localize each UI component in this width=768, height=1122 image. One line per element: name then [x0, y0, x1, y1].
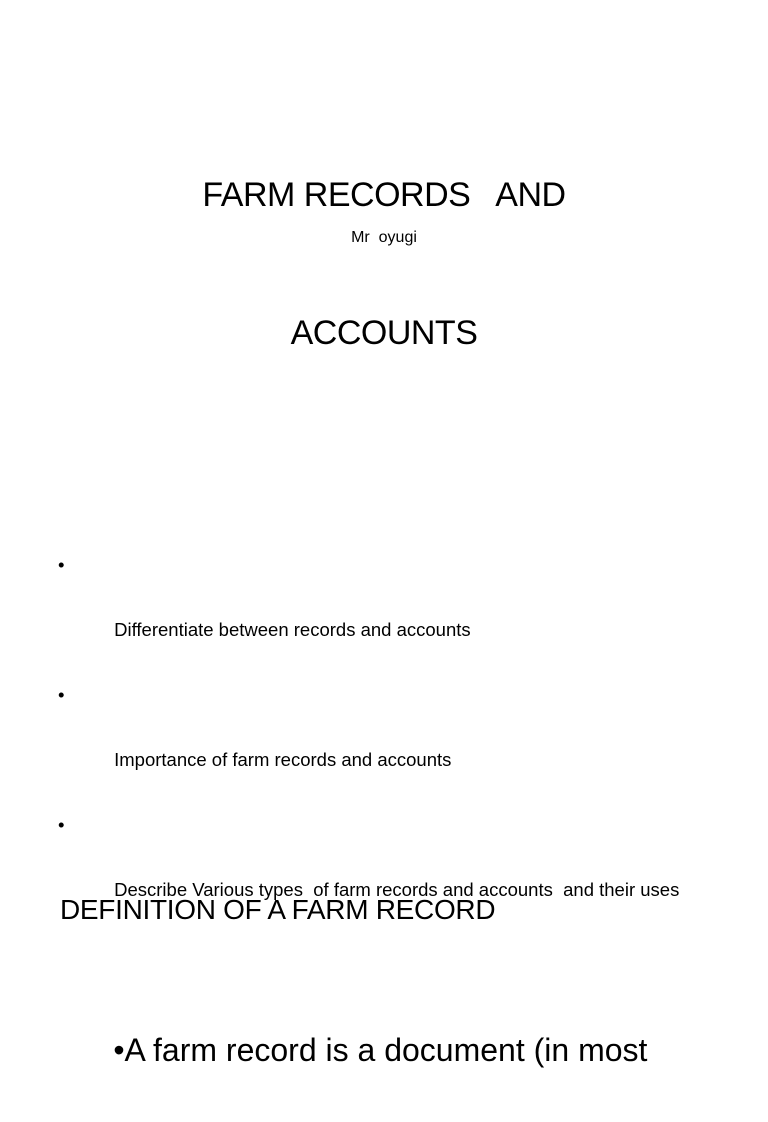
list-item — [58, 679, 748, 809]
bullet-icon: • — [58, 684, 65, 705]
author-name: Mr oyugi — [351, 229, 417, 246]
list-item-text: Differentiate between records and accounts — [114, 619, 471, 640]
slide-title-line-2: ACCOUNTS — [290, 314, 478, 352]
bullet-icon: • — [58, 814, 65, 835]
definition-text-content: A farm record is a document (in most — [124, 1032, 648, 1068]
title-slide — [0, 0, 768, 432]
definition-slide — [0, 864, 768, 1068]
objectives-slide — [0, 432, 768, 900]
slide-title — [84, 80, 684, 448]
bullet-icon: • — [58, 554, 65, 575]
slide-title-line-1: FARM RECORDS AND — [202, 176, 566, 214]
list-item-text: Importance of farm records and accounts — [114, 749, 452, 770]
definition-text — [60, 978, 647, 1122]
list-item — [58, 549, 748, 679]
bullet-icon: • — [113, 1032, 125, 1068]
list-item-text: Describe Various types of farm records and accounts and their uses — [114, 879, 680, 900]
section-heading: DEFINITION OF A FARM RECORD — [60, 894, 496, 925]
